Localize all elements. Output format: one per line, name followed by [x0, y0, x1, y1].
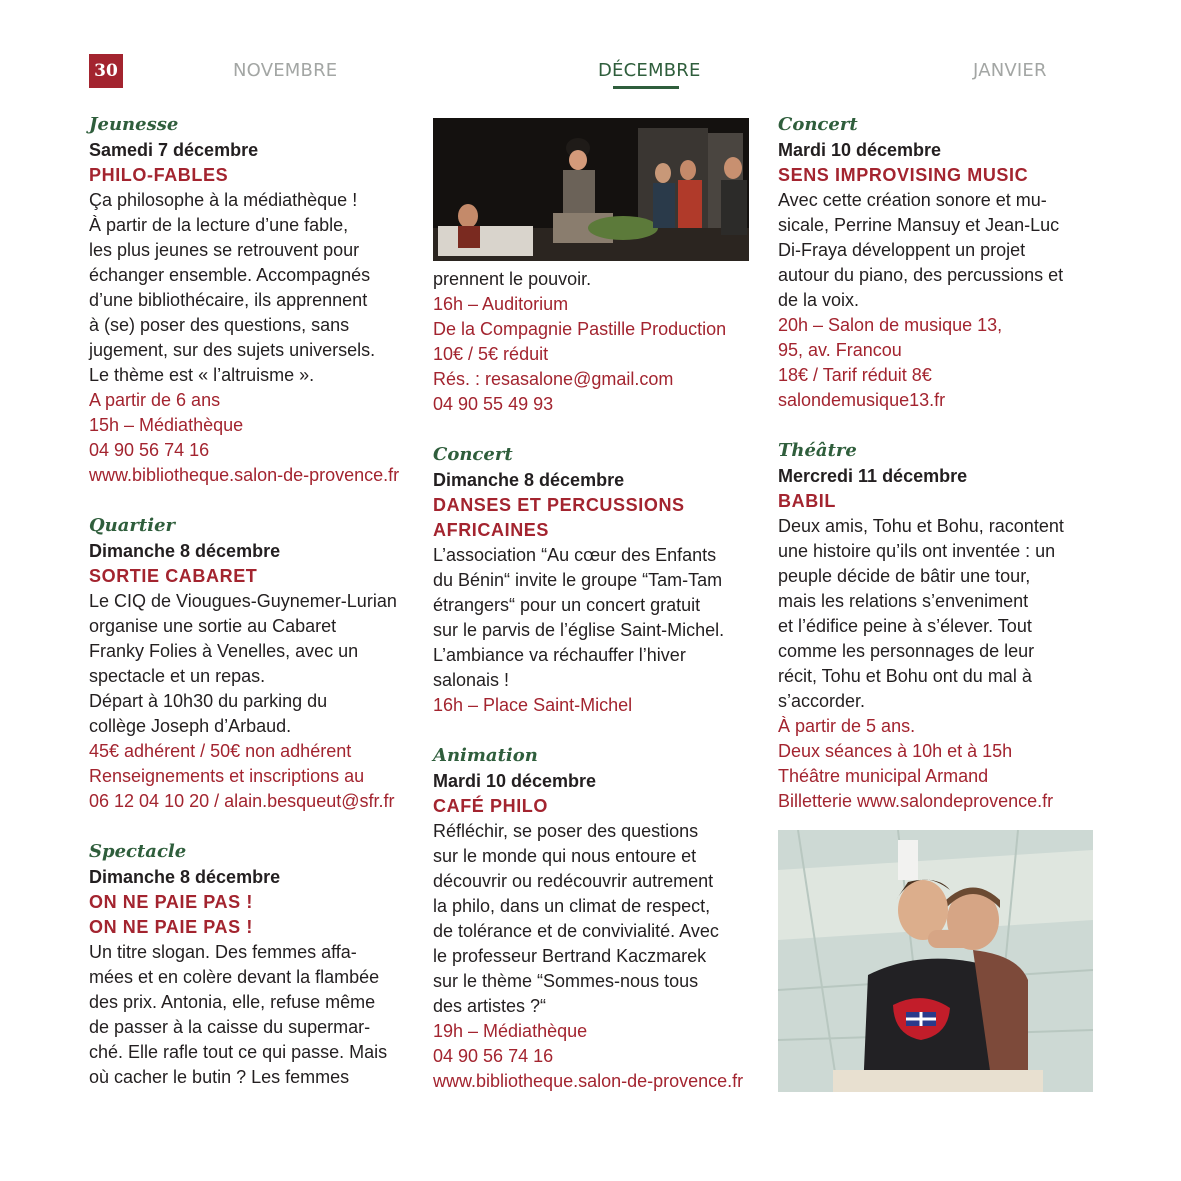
event-description-line: mais les relations s’enveniment: [778, 591, 1029, 611]
event-info-line: A partir de 6 ans: [89, 390, 221, 410]
event-description-line: Deux amis, Tohu et Bohu, racontent: [778, 516, 1064, 536]
event-info-line: 15h – Médiathèque: [89, 415, 244, 435]
event-description-line: à (se) poser des questions, sans: [89, 315, 350, 335]
event-date: Mardi 10 décembre: [433, 771, 597, 791]
event-description-line: peuple décide de bâtir une tour,: [778, 566, 1031, 586]
event-description-line: salonais !: [433, 670, 510, 690]
event-info-line: 04 90 56 74 16: [89, 440, 210, 460]
event-description-line: collège Joseph d’Arbaud.: [89, 716, 292, 736]
event-description-line: jugement, sur des sujets universels.: [89, 340, 376, 360]
section-gap: [778, 413, 1098, 438]
event-title: SORTIE CABARET: [89, 566, 258, 586]
event-date: Dimanche 8 décembre: [89, 867, 281, 887]
event-description-line: sur le thème “Sommes-nous tous: [433, 971, 699, 991]
event-info-line: Renseignements et inscriptions au: [89, 766, 365, 786]
event-description-line: s’accorder.: [778, 691, 866, 711]
event-description-line: prennent le pouvoir.: [433, 269, 592, 289]
event-description-line: une histoire qu’ils ont inventée : un: [778, 541, 1056, 561]
event-description-line: de tolérance et de convivialité. Avec: [433, 921, 719, 941]
page-number: 30: [89, 54, 123, 88]
event-info-line: 16h – Auditorium: [433, 294, 569, 314]
event-category: Concert: [778, 114, 858, 135]
event-title: DANSES ET PERCUSSIONS: [433, 495, 685, 515]
event-info-link[interactable]: 06 12 04 10 20 / alain.besqueut@sfr.fr: [89, 791, 395, 811]
event-description-line: des prix. Antonia, elle, refuse même: [89, 992, 376, 1012]
event-description-line: mées et en colère devant la flambée: [89, 967, 380, 987]
event-description-line: récit, Tohu et Bohu ont du mal à: [778, 666, 1032, 686]
event-block: [778, 438, 1098, 814]
event-category: Spectacle: [89, 841, 187, 862]
event-title: ON NE PAIE PAS !: [89, 917, 253, 937]
photo-babil-actors: [778, 830, 1093, 1092]
event-description-line: découvrir ou redécouvrir autrement: [433, 871, 714, 891]
event-title: AFRICAINES: [433, 520, 550, 540]
event-category: Quartier: [89, 515, 176, 536]
event-description-line: L’association “Au cœur des Enfants: [433, 545, 717, 565]
event-date: Mercredi 11 décembre: [778, 466, 968, 486]
event-category: Concert: [433, 444, 513, 465]
column-3: [778, 112, 1098, 814]
event-description-line: spectacle et un repas.: [89, 666, 266, 686]
event-category: Animation: [433, 745, 538, 766]
column-2: [433, 118, 753, 1094]
photo-theatre-scene: [433, 118, 749, 261]
event-description-line: Le thème est « l’altruisme ».: [89, 365, 315, 385]
event-description-line: Un titre slogan. Des femmes affa-: [89, 942, 357, 962]
month-next[interactable]: JANVIER: [973, 60, 1047, 81]
event-info-link[interactable]: www.bibliotheque.salon-de-provence.fr: [433, 1071, 744, 1091]
event-description-line: Franky Folies à Venelles, avec un: [89, 641, 359, 661]
event-date: Dimanche 8 décembre: [89, 541, 281, 561]
event-info-line: 19h – Médiathèque: [433, 1021, 588, 1041]
event-block: [89, 513, 409, 814]
event-title: SENS IMPROVISING MUSIC: [778, 165, 1029, 185]
event-block: [433, 743, 753, 1094]
event-description-line: ché. Elle rafle tout ce qui passe. Mais: [89, 1042, 388, 1062]
event-description-line: À partir de la lecture d’une fable,: [89, 215, 349, 235]
event-description-line: Di-Fraya développent un projet: [778, 240, 1026, 260]
event-title: PHILO-FABLES: [89, 165, 229, 185]
event-block: [433, 442, 753, 718]
month-current[interactable]: DÉCEMBRE: [598, 60, 701, 81]
event-info-line: Deux séances à 10h et à 15h: [778, 741, 1013, 761]
event-info-line: 18€ / Tarif réduit 8€: [778, 365, 932, 385]
event-description-line: L’ambiance va réchauffer l’hiver: [433, 645, 686, 665]
month-current-underline: [613, 86, 679, 89]
event-info-line: 10€ / 5€ réduit: [433, 344, 549, 364]
event-date: Mardi 10 décembre: [778, 140, 942, 160]
event-description-line: autour du piano, des percussions et: [778, 265, 1064, 285]
event-description-line: comme les personnages de leur: [778, 641, 1035, 661]
section-gap: [433, 417, 753, 442]
event-description-line: Réfléchir, se poser des questions: [433, 821, 699, 841]
event-description-line: et l’édifice peine à s’élever. Tout: [778, 616, 1032, 636]
event-date: Dimanche 8 décembre: [433, 470, 625, 490]
event-info-line: 16h – Place Saint-Michel: [433, 695, 633, 715]
event-description-line: de passer à la caisse du supermar-: [89, 1017, 371, 1037]
event-description-line: de la voix.: [778, 290, 860, 310]
event-description-line: Ça philosophe à la médiathèque !: [89, 190, 358, 210]
event-description-line: organise une sortie au Cabaret: [89, 616, 337, 636]
event-description-line: échanger ensemble. Accompagnés: [89, 265, 371, 285]
event-description-line: Le CIQ de Viougues-Guynemer-Lurian: [89, 591, 397, 611]
event-description-line: Avec cette création sonore et mu-: [778, 190, 1047, 210]
event-info-line: De la Compagnie Pastille Production: [433, 319, 727, 339]
event-info-link[interactable]: www.bibliotheque.salon-de-provence.fr: [89, 465, 400, 485]
event-description-line: où cacher le butin ? Les femmes: [89, 1067, 350, 1087]
event-info-line: 95, av. Francou: [778, 340, 902, 360]
event-description-line: Départ à 10h30 du parking du: [89, 691, 328, 711]
section-gap: [433, 718, 753, 743]
event-block: [89, 839, 409, 1090]
event-category: Théâtre: [778, 440, 857, 461]
event-category: Jeunesse: [89, 114, 179, 135]
event-description-line: sur le monde qui nous entoure et: [433, 846, 697, 866]
event-block: [778, 112, 1098, 413]
event-block: [89, 112, 409, 488]
event-description-line: étrangers“ pour un concert gratuit: [433, 595, 701, 615]
event-description-line: le professeur Bertrand Kaczmarek: [433, 946, 707, 966]
event-title: CAFÉ PHILO: [433, 796, 549, 816]
event-info-line: 20h – Salon de musique 13,: [778, 315, 1003, 335]
event-info-link[interactable]: salondemusique13.fr: [778, 390, 946, 410]
event-title: BABIL: [778, 491, 836, 511]
event-description-line: d’une bibliothécaire, ils apprennent: [89, 290, 368, 310]
event-description-line: sur le parvis de l’église Saint-Michel.: [433, 620, 725, 640]
event-info-line: 45€ adhérent / 50€ non adhérent: [89, 741, 352, 761]
event-description-line: du Bénin“ invite le groupe “Tam-Tam: [433, 570, 723, 590]
event-info-line: Théâtre municipal Armand: [778, 766, 989, 786]
event-description-line: des artistes ?“: [433, 996, 547, 1016]
event-info-line: À partir de 5 ans.: [778, 716, 916, 736]
event-description-line: sicale, Perrine Mansuy et Jean-Luc: [778, 215, 1060, 235]
event-date: Samedi 7 décembre: [89, 140, 259, 160]
event-title: ON NE PAIE PAS !: [89, 892, 253, 912]
event-info-link[interactable]: Billetterie www.salondeprovence.fr: [778, 791, 1054, 811]
section-gap: [89, 488, 409, 513]
section-gap: [89, 814, 409, 839]
event-info-line: 04 90 55 49 93: [433, 394, 554, 414]
event-info-line: 04 90 56 74 16: [433, 1046, 554, 1066]
month-prev[interactable]: NOVEMBRE: [233, 60, 338, 81]
event-info-link[interactable]: Rés. : resasalone@gmail.com: [433, 369, 674, 389]
column-1: [89, 112, 409, 1090]
event-description-line: les plus jeunes se retrouvent pour: [89, 240, 360, 260]
event-description-line: la philo, dans un climat de respect,: [433, 896, 711, 916]
